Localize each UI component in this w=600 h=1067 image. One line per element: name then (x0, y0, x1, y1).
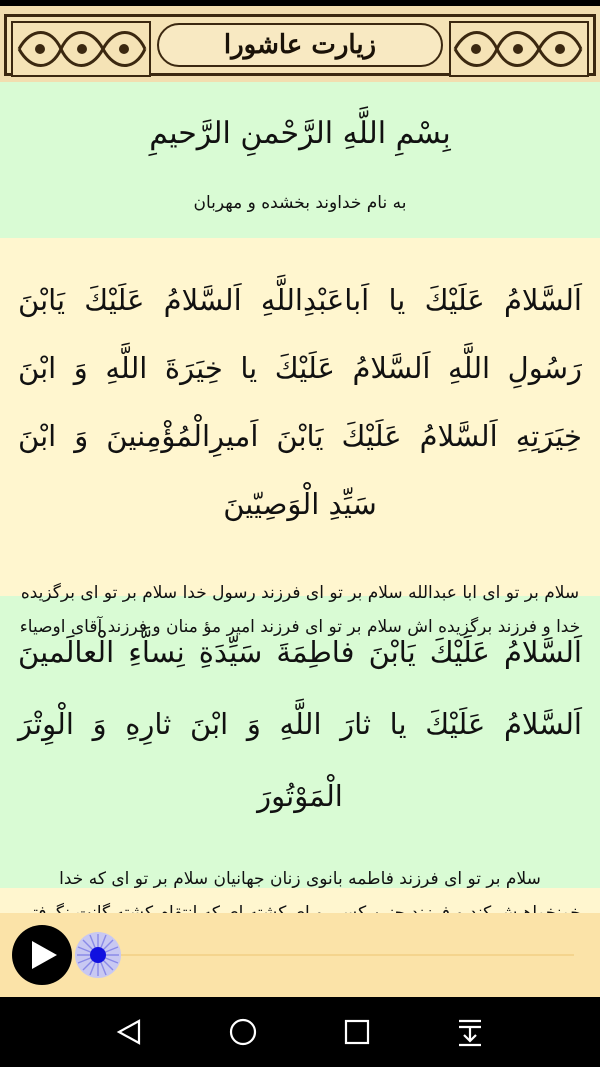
left-ornament-icon (11, 21, 151, 77)
recents-square-icon (343, 1018, 371, 1046)
page-title: زیارت عاشورا (223, 30, 377, 60)
pulldown-arrow-icon (456, 1017, 484, 1047)
bismillah-text: بِسْمِ اللَّهِ الرَّحْمنِ الرَّحیمِ (149, 116, 451, 151)
verse-translation: سلام بر تو ای ابا عبدالله سلام بر تو ای فرزند رسول خدا سلام بر تو ای برگزیده خدا و فرزند برگزیده اش سلام بر تو ای فرزند امیر مؤ منان و فرزند آقای اوصیاء (19, 583, 581, 637)
bismillah-section (0, 82, 600, 238)
verse-arabic-text: اَلسَّلامُ عَلَیْكَ یا اَباعَبْدِاللَّهِ اَلسَّلامُ عَلَیْكَ یَابْنَ رَسُولِ اللَّهِ اَلسَّلامُ عَلَیْكَ یا خِیَرَةَ اللَّهِ وَ ابْنَ خِیَرَتِهِ اَلسَّلامُ عَلَیْكَ یَابْنَ اَمیرِالْمُؤْمِنینَ وَ ابْنَ سَیِّدِ الْوَصِیّینَ (18, 283, 582, 521)
seek-thumb-icon[interactable] (74, 931, 122, 979)
title-plate (157, 23, 443, 67)
play-icon (30, 940, 58, 970)
prayer-text-scroll[interactable] (0, 82, 600, 912)
system-navigation-bar (0, 997, 600, 1067)
right-ornament-icon (449, 21, 589, 77)
header-ornament-frame (4, 14, 596, 76)
verse-arabic-text: اَلسَّلامُ عَلَیْكَ یَابْنَ فاطِمَةَ سَیِّدَةِ نِساَّءِ الْعالَمینَ اَلسَّلامُ عَلَیْكَ یا ثارَ اللَّهِ وَ ابْنَ ثارِهِ وَ الْوِتْرَ الْمَوْتُورَ (18, 635, 582, 813)
play-button[interactable] (12, 925, 72, 985)
bismillah-translation: به نام خداوند بخشده و مهربان (193, 193, 407, 213)
back-triangle-icon (115, 1018, 143, 1046)
seek-track[interactable] (98, 954, 574, 956)
verse-section-1 (0, 238, 600, 637)
audio-player (0, 913, 600, 997)
app-header (0, 0, 600, 82)
verse-translation: سلام بر تو ای فرزند فاطمه بانوی زنان جهانیان سلام بر تو ای که خدا (59, 869, 541, 889)
back-nav-button[interactable] (112, 1015, 146, 1049)
recents-nav-button[interactable] (340, 1015, 374, 1049)
notification-pulldown-button[interactable] (453, 1015, 487, 1049)
home-nav-button[interactable] (226, 1015, 260, 1049)
verse-section-2 (0, 596, 600, 888)
home-circle-icon (228, 1017, 258, 1047)
